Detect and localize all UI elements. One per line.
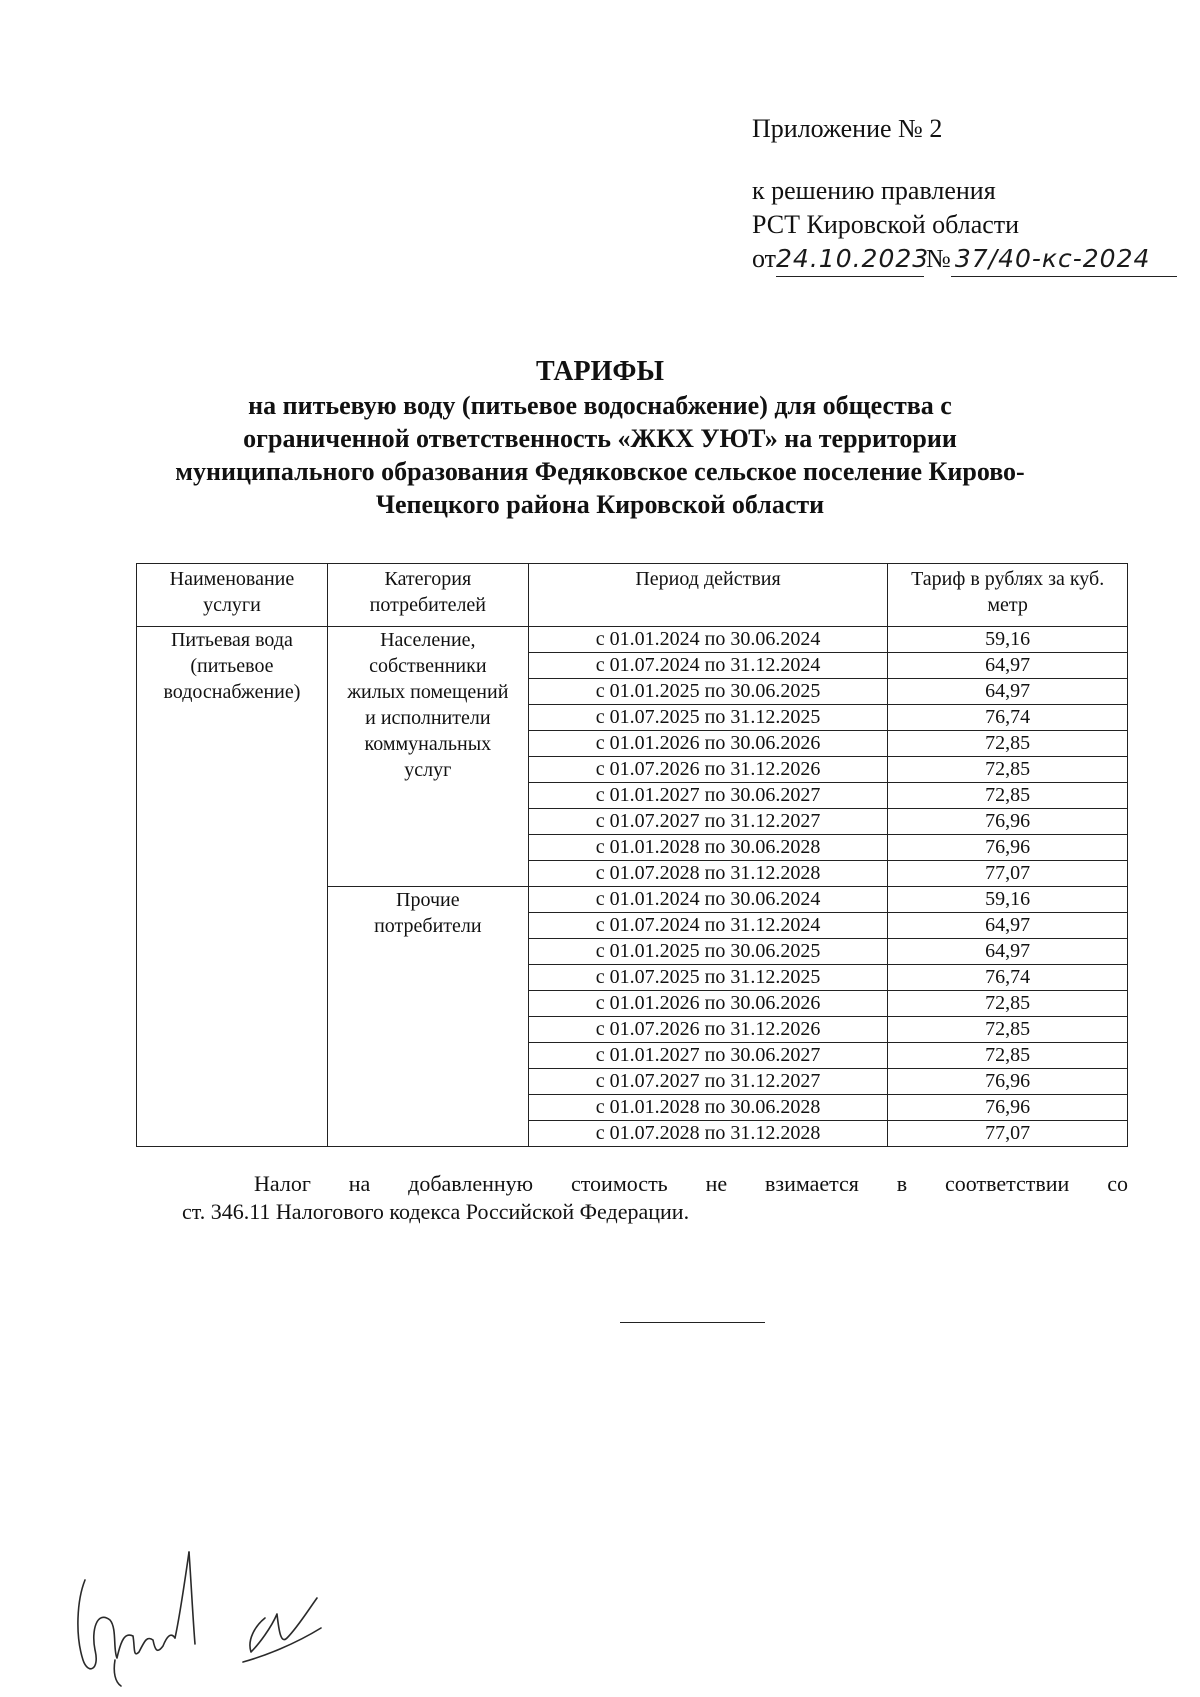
cell-period: с 01.07.2024 по 31.12.2024 — [528, 653, 888, 679]
appendix-header — [752, 112, 1177, 277]
cell-tariff: 72,85 — [888, 1043, 1128, 1069]
cell-tariff: 59,16 — [888, 627, 1128, 653]
tariff-table — [136, 563, 1128, 1147]
cell-tariff: 76,96 — [888, 1095, 1128, 1121]
cell-period: с 01.01.2028 по 30.06.2028 — [528, 1095, 888, 1121]
cell-period: с 01.07.2027 по 31.12.2027 — [528, 809, 888, 835]
cell-period: с 01.01.2024 по 30.06.2024 — [528, 627, 888, 653]
header-period: Период действия — [528, 564, 888, 627]
cell-period: с 01.01.2026 по 30.06.2026 — [528, 731, 888, 757]
cell-tariff: 77,07 — [888, 1121, 1128, 1147]
cell-tariff: 76,96 — [888, 835, 1128, 861]
table-row — [137, 627, 1128, 653]
title-line: ограниченной ответственность «ЖКХ УЮТ» на территории — [243, 424, 957, 453]
title-main: ТАРИФЫ — [536, 356, 664, 387]
table-header-row — [137, 564, 1128, 627]
appendix-line-2: РСТ Кировской области — [752, 210, 1020, 239]
title-line: Чепецкого района Кировской области — [375, 490, 825, 519]
cell-period: с 01.01.2028 по 30.06.2028 — [528, 835, 888, 861]
cell-tariff: 59,16 — [888, 887, 1128, 913]
cell-tariff: 72,85 — [888, 1017, 1128, 1043]
cell-category-other: Прочие потребители — [327, 887, 528, 1147]
cell-tariff: 76,96 — [888, 809, 1128, 835]
cell-category-population: Население, собственники жилых помещений и исполнители коммунальных услуг — [327, 627, 528, 887]
cell-tariff: 72,85 — [888, 783, 1128, 809]
cell-period: с 01.07.2025 по 31.12.2025 — [528, 705, 888, 731]
appendix-number: Приложение № 2 — [752, 114, 943, 143]
handwritten-signatures — [55, 1540, 355, 1690]
title-line: муниципального образования Федяковское сельское поселение Кирово- — [175, 457, 1025, 486]
cell-period: с 01.01.2027 по 30.06.2027 — [528, 1043, 888, 1069]
vat-note-line-1: Налог на добавленную стоимость не взимается в соответствии со — [254, 1171, 1128, 1196]
header-service: Наименование услуги — [137, 564, 328, 627]
from-label: от — [752, 244, 777, 273]
vat-note-line-2: ст. 346.11 Налогового кодекса Российской Федерации. — [182, 1199, 690, 1224]
cell-period: с 01.07.2028 по 31.12.2028 — [528, 861, 888, 887]
cell-tariff: 77,07 — [888, 861, 1128, 887]
cell-tariff: 72,85 — [888, 991, 1128, 1017]
vat-note — [182, 1170, 1128, 1226]
cell-tariff: 76,74 — [888, 965, 1128, 991]
cell-period: с 01.01.2025 по 30.06.2025 — [528, 939, 888, 965]
header-category: Категория потребителей — [327, 564, 528, 627]
appendix-decision-line — [752, 242, 1177, 277]
cell-tariff: 64,97 — [888, 679, 1128, 705]
cell-tariff: 76,74 — [888, 705, 1128, 731]
appendix-line-1: к решению правления — [752, 176, 996, 205]
number-label: № — [926, 244, 951, 273]
header-tariff: Тариф в рублях за куб. метр — [888, 564, 1128, 627]
cell-period: с 01.07.2025 по 31.12.2025 — [528, 965, 888, 991]
document-title — [150, 355, 1050, 521]
cell-period: с 01.07.2026 по 31.12.2026 — [528, 757, 888, 783]
cell-period: с 01.07.2027 по 31.12.2027 — [528, 1069, 888, 1095]
cell-period: с 01.01.2024 по 30.06.2024 — [528, 887, 888, 913]
cell-period: с 01.01.2026 по 30.06.2026 — [528, 991, 888, 1017]
end-divider — [620, 1322, 765, 1323]
cell-service: Питьевая вода (питьевое водоснабжение) — [137, 627, 328, 1147]
cell-tariff: 72,85 — [888, 731, 1128, 757]
cell-tariff: 72,85 — [888, 757, 1128, 783]
cell-period: с 01.07.2024 по 31.12.2024 — [528, 913, 888, 939]
cell-period: с 01.01.2025 по 30.06.2025 — [528, 679, 888, 705]
cell-period: с 01.07.2026 по 31.12.2026 — [528, 1017, 888, 1043]
cell-tariff: 64,97 — [888, 913, 1128, 939]
cell-tariff: 76,96 — [888, 1069, 1128, 1095]
cell-tariff: 64,97 — [888, 939, 1128, 965]
cell-tariff: 64,97 — [888, 653, 1128, 679]
cell-period: с 01.01.2027 по 30.06.2027 — [528, 783, 888, 809]
handwritten-date: 24.10.2023 — [776, 242, 924, 277]
cell-period: с 01.07.2028 по 31.12.2028 — [528, 1121, 888, 1147]
title-line: на питьевую воду (питьевое водоснабжение) для общества с — [248, 391, 952, 420]
handwritten-number: 37/40-кс-2024 — [951, 242, 1177, 277]
